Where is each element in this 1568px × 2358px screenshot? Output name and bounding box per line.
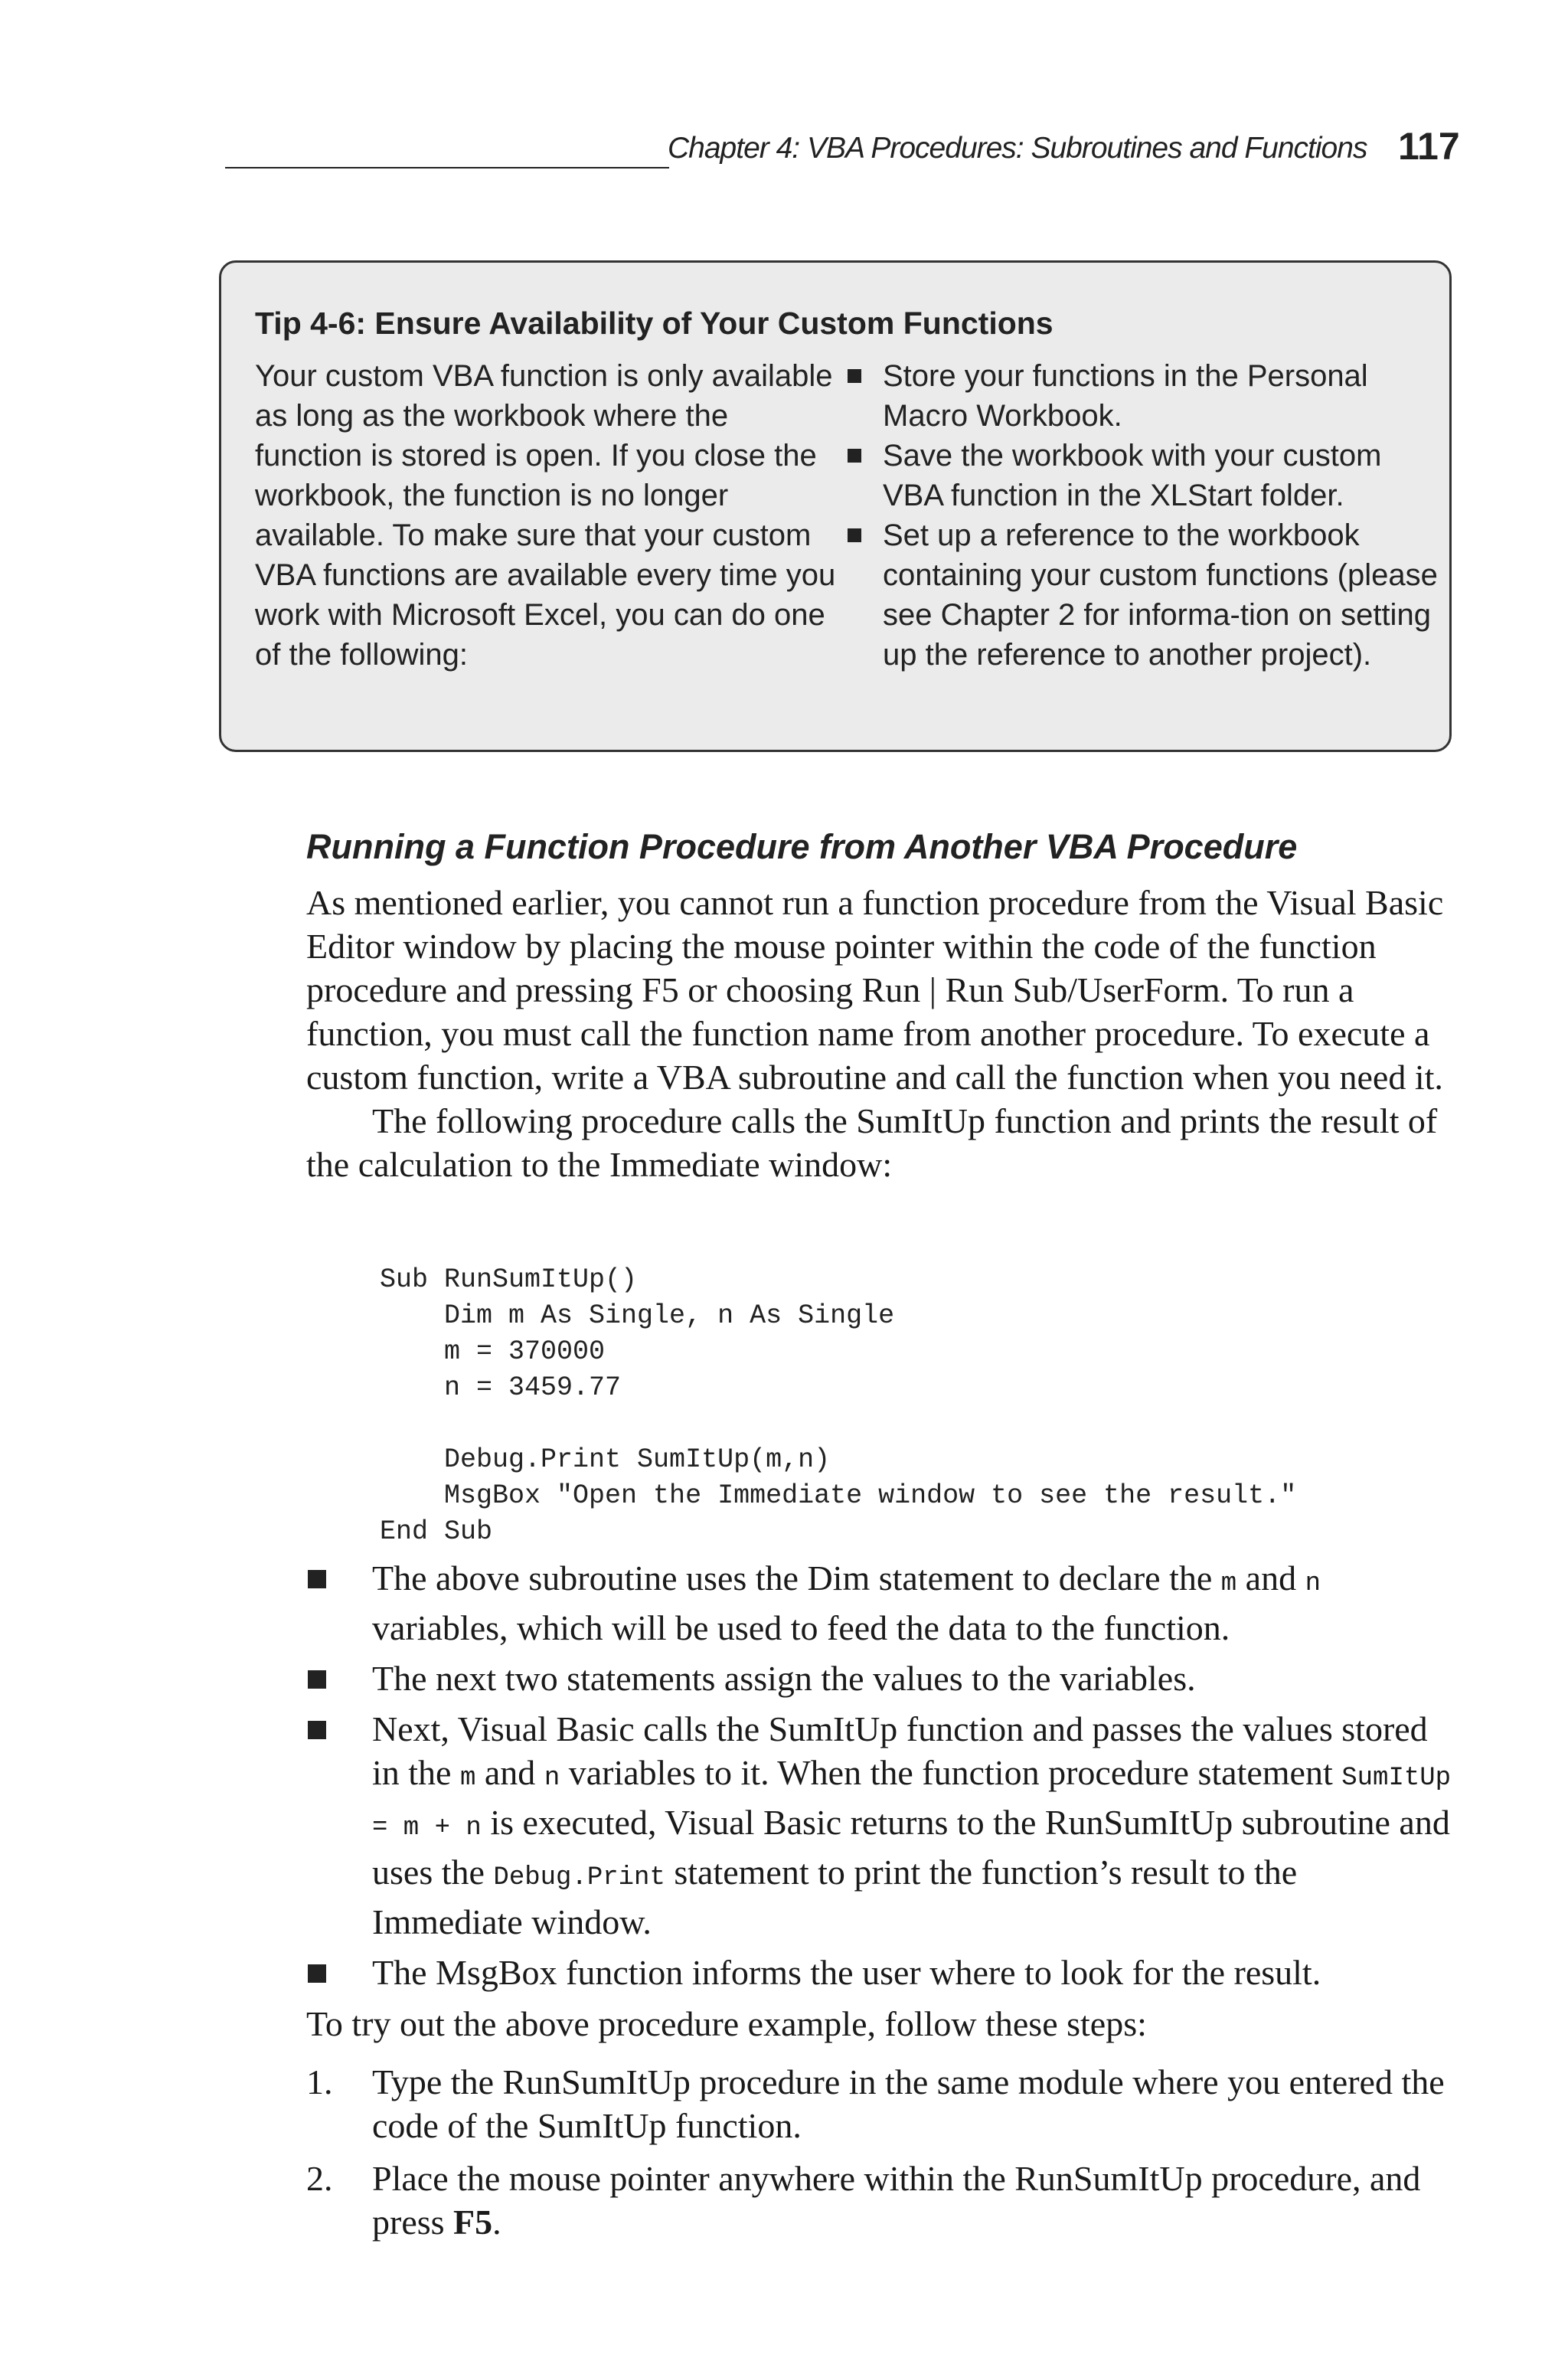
paragraph: As mentioned earlier, you cannot run a function procedure from the Visual Basic Editor window by placing the mouse pointer within the code of the function procedure and pressing F5 or choosing Run | Run Sub/UserForm. To run a function, you must call the function name from another procedure. To execute a custom function, write a VBA subroutine and call the function when you need it. <box>306 883 1444 1097</box>
steps-list <box>306 2060 1455 2253</box>
header-rule <box>225 167 669 168</box>
tip-intro-text: Your custom VBA function is only available as long as the workbook where the function is stored is open. If you close the workbook, the function is no longer available. To make sure that your custom VBA functions are available every time you work with Microsoft Excel, you can do one of the following: <box>255 359 836 672</box>
square-bullet-icon <box>308 1570 326 1588</box>
tip-bullet-text: Set up a reference to the workbook containing your custom functions (please see Chapter 2 for informa-tion on setting up the reference to another project). <box>883 518 1438 672</box>
step-text: Place the mouse pointer anywhere within the RunSumItUp procedure, and press <box>372 2159 1421 2242</box>
code-line: End Sub <box>380 1516 493 1547</box>
code-line: Dim m As Single, n As Single <box>380 1300 895 1331</box>
inline-code: Debug.Print <box>493 1863 665 1892</box>
key-label: F5 <box>453 2203 493 2242</box>
bullet-text: The above subroutine uses the Dim statement to declare the <box>372 1558 1221 1598</box>
bullet-item <box>306 1951 1455 1994</box>
bullet-text: and <box>1236 1558 1305 1598</box>
tip-box <box>219 260 1452 752</box>
code-listing <box>380 1262 1296 1550</box>
square-bullet-icon <box>308 1670 326 1689</box>
steps-intro: To try out the above procedure example, follow these steps: <box>306 2004 1147 2043</box>
page-number: 117 <box>1398 125 1460 168</box>
code-line: MsgBox "Open the Immediate window to see the result." <box>380 1480 1297 1511</box>
step-text: . <box>492 2203 501 2242</box>
bullet-text: statement to print the function’s result to the Immediate window. <box>372 1853 1298 1941</box>
explanation-bullet-list <box>306 1556 1455 2001</box>
bullet-text: is executed, Visual Basic returns to the RunSumItUp subroutine and uses the <box>372 1803 1450 1892</box>
code-line: n = 3459.77 <box>380 1372 622 1403</box>
square-bullet-icon <box>848 449 861 463</box>
step-item <box>306 2060 1455 2147</box>
tip-bullet-item <box>843 436 1440 515</box>
bullet-item <box>306 1707 1455 1944</box>
code-line: Debug.Print SumItUp(m,n) <box>380 1444 831 1475</box>
bullet-text: Next, Visual Basic calls the SumItUp function and passes the values stored in the <box>372 1709 1428 1792</box>
body-paragraphs <box>306 881 1455 1186</box>
tip-title: Tip 4-6: Ensure Availability of Your Custom Functions <box>255 306 1054 341</box>
square-bullet-icon <box>848 369 861 383</box>
inline-code: n <box>1305 1569 1321 1598</box>
inline-code: SumItUp = m + n <box>372 1764 1452 1843</box>
inline-code: n <box>544 1764 560 1793</box>
square-bullet-icon <box>308 1964 326 1983</box>
code-line: Sub RunSumItUp() <box>380 1264 638 1295</box>
step-item <box>306 2157 1455 2244</box>
bullet-item <box>306 1556 1455 1650</box>
bullet-text: variables to it. When the function procedure statement <box>560 1753 1342 1792</box>
bullet-text: The MsgBox function informs the user where to look for the result. <box>372 1953 1321 1992</box>
code-line: m = 370000 <box>380 1336 606 1367</box>
section-heading: Running a Function Procedure from Another VBA Procedure <box>306 827 1298 866</box>
tip-bullet-text: Save the workbook with your custom VBA function in the XLStart folder. <box>883 439 1382 512</box>
inline-code: m <box>1220 1569 1237 1598</box>
step-text: Type the RunSumItUp procedure in the same module where you entered the code of the SumItUp function. <box>372 2062 1445 2145</box>
step-number: 2. <box>306 2159 333 2198</box>
bullet-text: The next two statements assign the values to the variables. <box>372 1659 1196 1698</box>
bullet-text: variables, which will be used to feed the data to the function. <box>372 1608 1230 1647</box>
tip-bullet-text: Store your functions in the Personal Macro Workbook. <box>883 359 1368 433</box>
bullet-item <box>306 1656 1455 1700</box>
tip-bullet-list <box>843 356 1440 675</box>
step-number: 1. <box>306 2062 333 2101</box>
square-bullet-icon <box>848 528 861 542</box>
tip-bullet-item <box>843 356 1440 436</box>
inline-code: m <box>459 1764 476 1793</box>
tip-bullet-item <box>843 515 1440 675</box>
running-header-title: Chapter 4: VBA Procedures: Subroutines and Functions <box>668 132 1367 165</box>
paragraph: The following procedure calls the SumItUp function and prints the result of the calculation to the Immediate window: <box>306 1101 1438 1184</box>
square-bullet-icon <box>308 1721 326 1739</box>
bullet-text: and <box>475 1753 544 1792</box>
